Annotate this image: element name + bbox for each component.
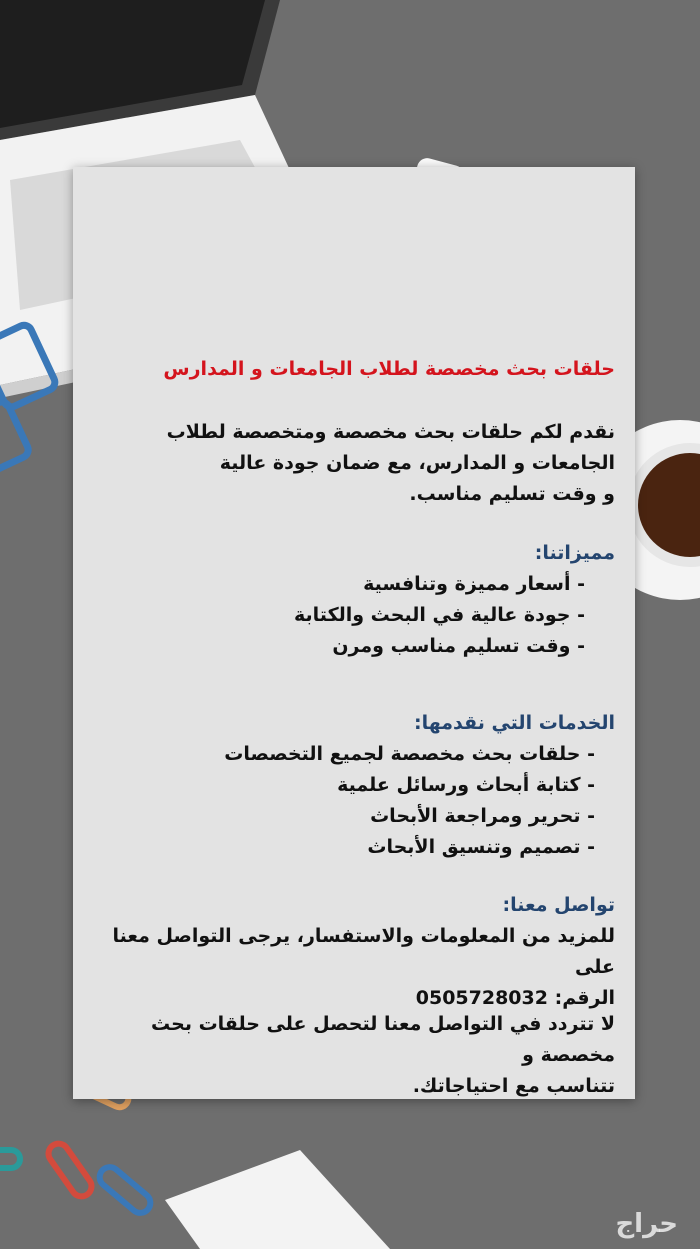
contact-heading: تواصل معنا:	[502, 894, 615, 916]
closing-paragraph	[95, 1009, 615, 1102]
services-list	[95, 739, 615, 863]
phone-number[interactable]: 0505728032	[415, 987, 548, 1009]
intro-line: و وقت تسليم مناسب.	[409, 483, 615, 505]
list-item: - كتابة أبحاث ورسائل علمية	[337, 774, 595, 796]
list-item: - وقت تسليم مناسب ومرن	[332, 635, 585, 657]
paper-sheet-icon	[165, 1150, 390, 1249]
haraj-watermark: حراج	[615, 1209, 678, 1239]
list-item: - أسعار مميزة وتنافسية	[363, 573, 585, 595]
contact-section	[95, 890, 615, 1014]
services-heading: الخدمات التي نقدمها:	[414, 712, 615, 734]
features-heading: مميزاتنا:	[534, 542, 615, 564]
intro-line: نقدم لكم حلقات بحث مخصصة ومتخصصة لطلاب	[166, 421, 615, 443]
intro-line: الجامعات و المدارس، مع ضمان جودة عالية	[219, 452, 615, 474]
flyer-title: حلقات بحث مخصصة لطلاب الجامعات و المدارس	[163, 358, 615, 380]
closing-line: تتناسب مع احتياجاتك.	[412, 1075, 615, 1097]
list-item: - تصميم وتنسيق الأبحاث	[367, 836, 595, 858]
list-item: - حلقات بحث مخصصة لجميع التخصصات	[224, 743, 595, 765]
list-item: - جودة عالية في البحث والكتابة	[294, 604, 585, 626]
intro-paragraph	[95, 417, 615, 510]
features-section	[95, 538, 615, 662]
contact-line: للمزيد من المعلومات والاستفسار، يرجى التواصل معنا على	[112, 925, 615, 978]
phone-label: الرقم:	[554, 987, 615, 1009]
services-section	[95, 708, 615, 863]
list-item: - تحرير ومراجعة الأبحاث	[370, 805, 595, 827]
features-list	[95, 569, 615, 662]
closing-line: لا تتردد في التواصل معنا لتحصل على حلقات بحث مخصصة و	[151, 1013, 615, 1066]
